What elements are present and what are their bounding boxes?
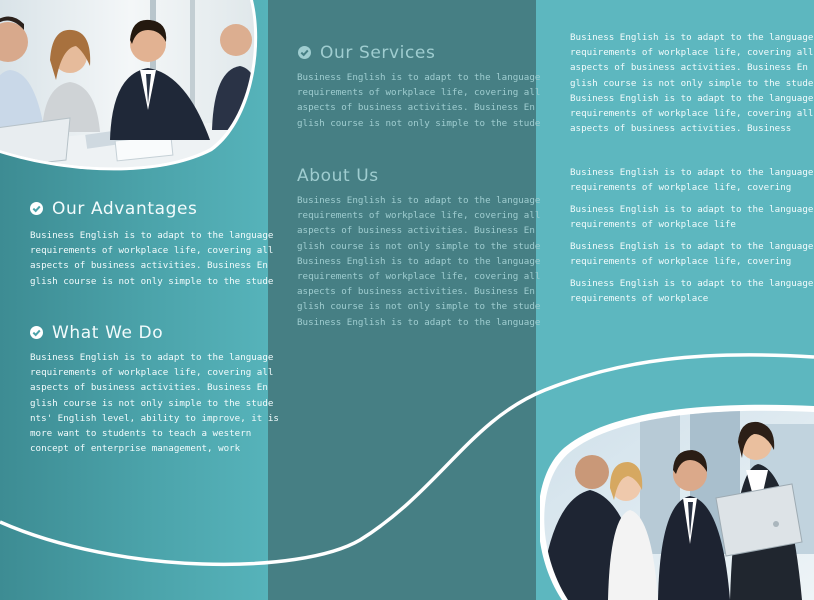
text-line: nts' English level, ability to improve, it is xyxy=(30,412,279,424)
text-line: aspects of business activities. Business xyxy=(570,123,792,135)
text-line: Business English is to adapt to the language xyxy=(570,241,814,252)
text-line: requirements of workplace life, covering all xyxy=(297,271,541,283)
text-line: requirements of workplace life, covering xyxy=(570,182,792,194)
text-line: glish course is not only simple to the stude xyxy=(297,117,541,129)
text-line: requirements of workplace life, covering xyxy=(570,256,792,268)
text-line: Business English is to adapt to the language xyxy=(30,352,274,363)
text-line: aspects of business activities. Business En xyxy=(297,286,535,298)
advantages-heading xyxy=(30,199,198,219)
text-line: Business English is to adapt to the language xyxy=(570,204,814,215)
text-line: aspects of business activities. Business En xyxy=(30,260,268,272)
meeting-photo xyxy=(0,0,262,172)
text-line: Business English is to adapt to the language xyxy=(297,255,541,267)
text-line: aspects of business activities. Business En xyxy=(297,225,535,237)
advantages-title: Our Advantages xyxy=(52,199,198,219)
text-line: requirements of workplace life, covering all xyxy=(297,87,541,99)
services-text xyxy=(297,70,540,131)
text-line: Business English is to adapt to the language xyxy=(570,32,814,43)
text-line: glish course is not only simple to the stude xyxy=(297,301,541,313)
what-we-do-text xyxy=(30,350,279,456)
right-item-1 xyxy=(570,165,813,195)
text-line: glish course is not only simple to the stude xyxy=(570,77,814,89)
text-line: requirements of workplace life, covering all xyxy=(30,245,274,257)
text-line: Business English is to adapt to the language xyxy=(297,72,541,83)
text-line: Business English is to adapt to the language xyxy=(570,92,814,104)
services-heading xyxy=(298,43,435,63)
check-circle-icon xyxy=(30,202,43,215)
what-we-do-heading xyxy=(30,323,163,343)
text-line: aspects of business activities. Business En xyxy=(30,382,268,394)
text-line: more want to students to teach a western xyxy=(30,428,252,440)
text-line: Business English is to adapt to the language xyxy=(30,230,274,241)
about-text xyxy=(297,193,540,330)
right-item-3 xyxy=(570,239,813,269)
right-item-2 xyxy=(570,202,813,232)
text-line: Business English is to adapt to the language xyxy=(297,195,541,206)
right-item-4 xyxy=(570,276,813,306)
text-line: aspects of business activities. Business En xyxy=(570,62,808,74)
text-line: requirements of workplace life, covering all xyxy=(570,108,814,120)
text-line: Business English is to adapt to the language xyxy=(297,316,541,328)
text-line: requirements of workplace life xyxy=(570,219,736,231)
text-line: concept of enterprise management, work xyxy=(30,443,241,455)
what-we-do-title: What We Do xyxy=(52,323,164,343)
check-circle-icon xyxy=(298,46,311,59)
text-line: requirements of workplace life, covering all xyxy=(570,47,814,59)
text-line: glish course is not only simple to the stude xyxy=(30,397,274,409)
services-title: Our Services xyxy=(320,43,436,63)
right-intro-text xyxy=(570,30,813,136)
text-line: aspects of business activities. Business En xyxy=(297,102,535,114)
about-heading xyxy=(297,166,379,186)
check-circle-icon xyxy=(30,326,43,339)
text-line: glish course is not only simple to the stude xyxy=(30,275,274,287)
team-photo xyxy=(540,404,814,600)
advantages-text xyxy=(30,228,273,289)
about-title: About Us xyxy=(297,166,379,186)
text-line: Business English is to adapt to the language xyxy=(570,278,814,289)
text-line: glish course is not only simple to the stude xyxy=(297,240,541,252)
text-line: Business English is to adapt to the language xyxy=(570,167,814,178)
text-line: requirements of workplace life, covering all xyxy=(30,367,274,379)
text-line: requirements of workplace xyxy=(570,293,709,305)
text-line: requirements of workplace life, covering all xyxy=(297,210,541,222)
